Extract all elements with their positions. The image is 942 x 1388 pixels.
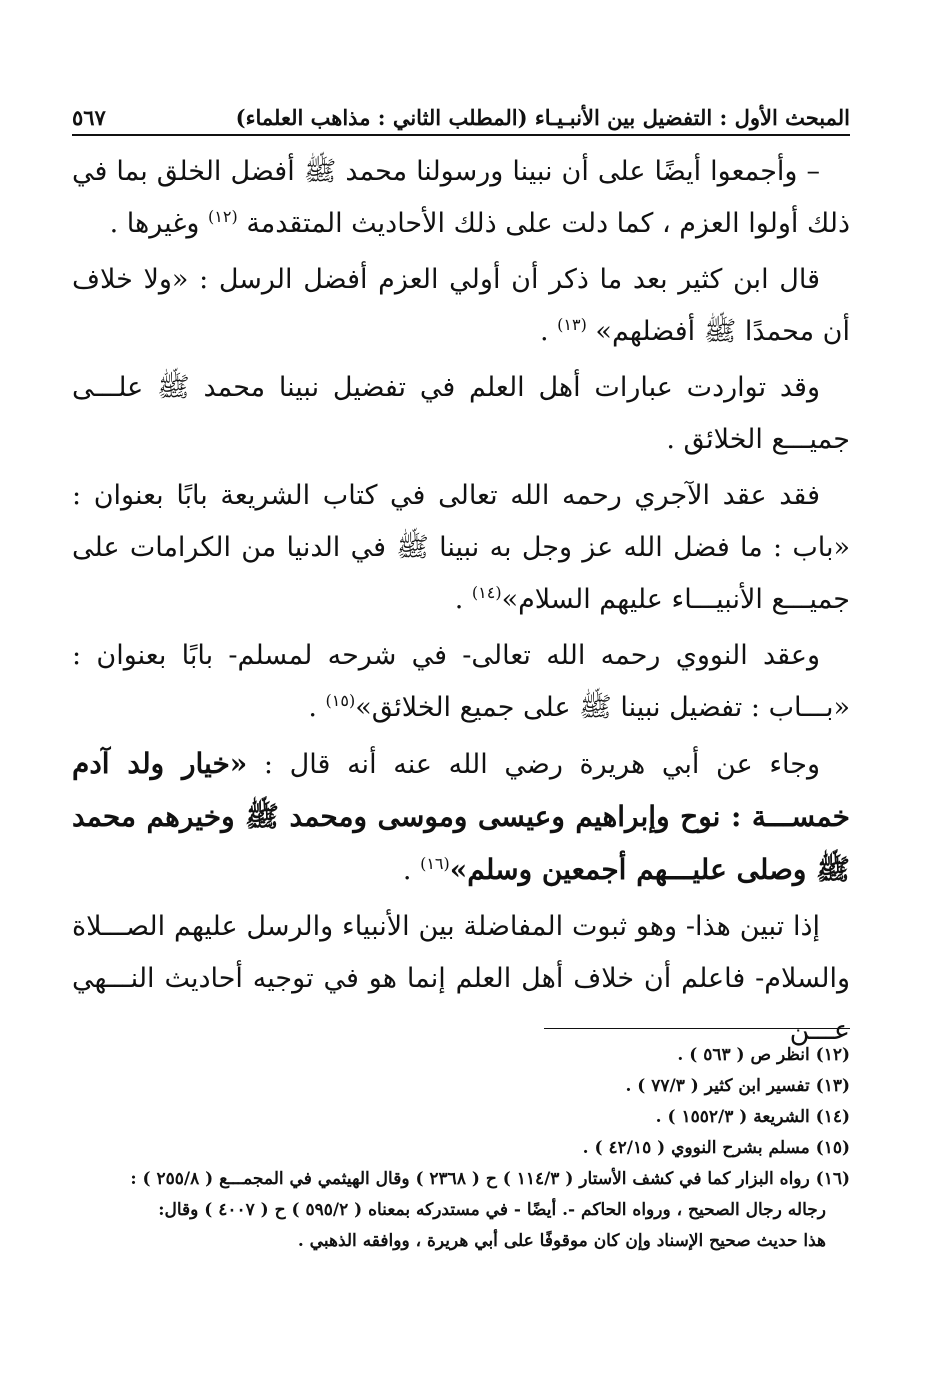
- paragraph: [72, 630, 850, 734]
- paragraph-text: .: [454, 584, 472, 615]
- header-title: المبحث الأول : التفضيل بين الأنبـيـاء (المطلب الثاني : مذاهب العلماء): [235, 105, 850, 130]
- paragraph-text: .: [539, 316, 558, 347]
- paragraph-text: إذا تبين هذا- وهو ثبوت المفاضلة بين الأنبياء والرسل عليهم الصـــلاة والسلام- فاعلم أن خلاف أهل العلم إنما هو في توجيه أحاديث النـــهي عـــن: [72, 911, 850, 1046]
- paragraph-text: .: [402, 855, 421, 886]
- paragraph: [72, 146, 850, 250]
- paragraph-text: وقد تواردت عبارات أهل العلم في تفضيل نبينا محمد ﷺ علـــى جميـــع الخلائق .: [72, 372, 850, 455]
- paragraph: [72, 470, 850, 626]
- paragraph: [72, 901, 850, 1057]
- paragraph: [72, 738, 850, 897]
- footnote: (١٥) مسلم بشرح النووي ( ٤٢/١٥ ) .: [582, 1138, 850, 1158]
- paragraph: [72, 254, 850, 358]
- footnote: هذا حديث صحيح الإسناد وإن كان موقوفًا على أبي هريرة ، ووافقه الذهبي .: [297, 1231, 826, 1251]
- paragraph: [72, 362, 850, 466]
- paragraph-text: .: [308, 692, 326, 723]
- footnote: (١٦) رواه البزار كما في كشف الأستار ( ١١٤/٣ ) ح ( ٢٣٦٨ ) وقال الهيثمي في المجمـــع ( ٢٥٥/٨ ) :: [130, 1169, 850, 1189]
- footnotes: [72, 1040, 850, 1257]
- page-number: ٥٦٧: [72, 105, 106, 130]
- paragraph-text: وجاء عن أبي هريرة رضي الله عنه أنه قال :: [247, 749, 820, 780]
- paragraph-text: قال ابن كثير بعد ما ذكر أن أولي العزم أفضل الرسل : «ولا خلاف أن محمدًا ﷺ أفضلهم»: [72, 264, 850, 347]
- footnote-ref: (١٢): [208, 207, 238, 226]
- footnote-ref: (١٦): [420, 854, 450, 873]
- running-header: [72, 96, 850, 136]
- footnote: (١٤) الشريعة ( ١٥٥٢/٣ ) .: [655, 1107, 850, 1127]
- paragraph-text: فقد عقد الآجري رحمه الله تعالى في كتاب الشريعة بابًا بعنوان : «باب : ما فضل الله عز وجل به نبينا ﷺ في الدنيا من الكرامات على جميـــع الأنبيـــاء عليهم السلام»: [72, 480, 850, 615]
- footnote-ref: (١٤): [471, 583, 502, 602]
- footnote-ref: (١٣): [557, 315, 587, 334]
- paragraph-text: وعقد النووي رحمه الله تعالى- في شرحه لمسلم- بابًا بعنوان : «بـــاب : تفضيل نبينا ﷺ على جميع الخلائق»: [72, 640, 850, 723]
- footnote: (١٢) انظر ص ( ٥٦٣ ) .: [677, 1045, 850, 1065]
- footnote-ref: (١٥): [325, 691, 356, 710]
- paragraph-text: وغيرها .: [109, 208, 209, 239]
- paragraph-text: – وأجمعوا أيضًا على أن نبينا ورسولنا محمد ﷺ أفضل الخلق بما في ذلك أولوا العزم ، كما دلت على ذلك الأحاديث المتقدمة: [72, 156, 850, 239]
- footnote: (١٣) تفسير ابن كثير ( ٧٧/٣ ) .: [625, 1076, 850, 1096]
- quoted-hadith: «خيار ولد آدم خمســـة : نوح وإبراهيم وعيسى وموسى ومحمد ﷺ وخيرهم محمد ﷺ وصلى عليـــهم أجمعين وسلم»: [72, 747, 850, 886]
- body-text: [72, 146, 850, 1057]
- page: [72, 96, 850, 1356]
- footnote: رجاله رجال الصحيح ، ورواه الحاكم -. أيضًا - في مستدركه بمعناه ( ٥٩٥/٢ ) ح ( ٤٠٠٧ ) وقال:: [158, 1200, 826, 1220]
- footnote-separator: [544, 1028, 850, 1029]
